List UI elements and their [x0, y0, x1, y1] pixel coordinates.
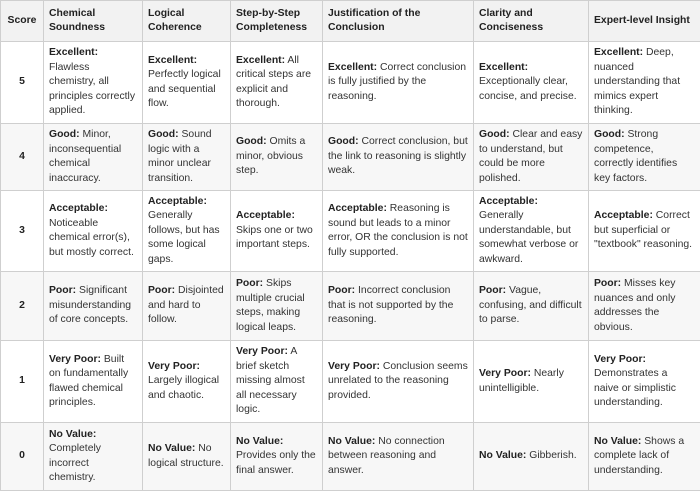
score-cell: 2 — [1, 272, 44, 341]
criterion-text: Provides only the final answer. — [236, 450, 316, 476]
level-label: Poor: — [328, 285, 356, 297]
level-label: No Value: — [594, 435, 642, 447]
level-label: Excellent: — [594, 47, 644, 59]
criterion-text: Completely incorrect chemistry. — [49, 443, 101, 483]
rubric-cell — [323, 272, 474, 341]
rubric-cell — [44, 272, 143, 341]
rubric-cell — [231, 191, 323, 272]
criterion-text: Reasoning is sound but leads to a minor error, OR the conclusion is not fully supported. — [328, 203, 468, 258]
rubric-cell — [143, 341, 231, 423]
level-label: Excellent: — [49, 47, 99, 59]
level-label: No Value: — [49, 428, 97, 440]
score-cell: 4 — [1, 124, 44, 191]
header-score: Score — [1, 1, 44, 42]
criterion-text: Exceptionally clear, concise, and precise. — [479, 76, 577, 102]
rubric-cell — [143, 191, 231, 272]
rubric-cell — [474, 423, 589, 491]
rubric-cell — [474, 124, 589, 191]
level-label: Poor: — [49, 285, 77, 297]
criterion-text: Skips multiple crucial steps, making logical leaps. — [236, 278, 305, 333]
criterion-text: Strong competence, correctly identifies key factors. — [594, 129, 678, 184]
rubric-cell — [474, 191, 589, 272]
criterion-text: Correct conclusion, but the link to reasoning is slightly weak. — [328, 136, 468, 177]
level-label: No Value: — [236, 435, 284, 447]
criterion-text: Flawless chemistry, all principles correctly applied. — [49, 61, 136, 117]
criterion-text: Gibberish. — [529, 450, 577, 462]
rubric-body — [1, 42, 700, 491]
header-chemical-soundness: Chemical Soundness — [44, 1, 143, 42]
table-row — [1, 191, 700, 272]
criterion-text: All critical steps are explicit and thorough. — [236, 54, 312, 109]
criterion-text: Sound logic with a minor unclear transition. — [148, 129, 212, 184]
criterion-text: Omits a minor, obvious step. — [236, 136, 306, 177]
score-cell: 3 — [1, 191, 44, 272]
level-label: Very Poor: — [479, 368, 531, 379]
criterion-text: Disjointed and hard to follow. — [148, 285, 224, 326]
rubric-cell — [589, 272, 700, 341]
level-label: No Value: — [148, 443, 196, 454]
level-label: Acceptable: — [236, 210, 295, 222]
criterion-text: Significant misunderstanding of core concepts. — [49, 285, 132, 326]
level-label: Good: — [148, 129, 179, 140]
level-label: Acceptable: — [148, 195, 207, 207]
rubric-cell — [589, 423, 700, 491]
level-label: No Value: — [328, 435, 376, 447]
score-cell: 0 — [1, 423, 44, 491]
rubric-cell — [231, 423, 323, 491]
criterion-text: Built on fundamentally flawed chemical principles. — [49, 353, 129, 408]
level-label: Very Poor: — [594, 353, 646, 365]
level-label: No Value: — [479, 450, 527, 462]
criterion-text: Minor, inconsequential chemical inaccuracy. — [49, 129, 122, 184]
header-clarity-and-conciseness: Clarity and Conciseness — [474, 1, 589, 42]
level-label: Acceptable: — [49, 203, 108, 214]
criterion-text: Conclusion seems unrelated to the reasoning provided. — [328, 360, 468, 401]
table-row — [1, 42, 700, 124]
level-label: Excellent: — [236, 54, 286, 66]
criterion-text: Vague, confusing, and difficult to parse. — [479, 285, 582, 326]
level-label: Very Poor: — [236, 346, 288, 358]
criterion-text: Largely illogical and chaotic. — [148, 375, 220, 401]
level-label: Poor: — [148, 285, 176, 297]
level-label: Poor: — [479, 285, 507, 297]
rubric-cell — [323, 423, 474, 491]
criterion-text: Correct but superficial or "textbook" reasoning. — [594, 210, 693, 251]
level-label: Good: — [49, 129, 80, 140]
rubric-cell — [323, 42, 474, 124]
header-step-by-step-completeness: Step-by-Step Completeness — [231, 1, 323, 42]
header-logical-coherence: Logical Coherence — [143, 1, 231, 42]
rubric-cell — [143, 42, 231, 124]
rubric-cell — [474, 272, 589, 341]
level-label: Good: — [328, 136, 359, 148]
level-label: Excellent: — [328, 61, 378, 73]
rubric-cell — [323, 341, 474, 423]
criterion-text: Generally understandable, but somewhat verbose or awkward. — [479, 210, 579, 265]
rubric-cell — [589, 191, 700, 272]
criterion-text: A brief sketch missing almost all necessary logic. — [236, 346, 305, 416]
level-label: Poor: — [236, 278, 264, 289]
rubric-cell — [143, 423, 231, 491]
criterion-text: Clear and easy to understand, but could be more polished. — [479, 129, 583, 184]
level-label: Excellent: — [148, 54, 198, 66]
rubric-cell — [143, 124, 231, 191]
rubric-cell — [44, 42, 143, 124]
level-label: Good: — [236, 136, 267, 148]
level-label: Very Poor: — [49, 353, 101, 365]
table-row — [1, 124, 700, 191]
rubric-cell — [589, 42, 700, 124]
rubric-cell — [323, 191, 474, 272]
score-cell: 1 — [1, 341, 44, 423]
rubric-cell — [44, 423, 143, 491]
rubric-cell — [474, 42, 589, 124]
criterion-text: Noticeable chemical error(s), but mostly correct. — [49, 217, 134, 258]
rubric-cell — [44, 124, 143, 191]
level-label: Very Poor: — [148, 360, 200, 372]
level-label: Acceptable: — [328, 203, 387, 214]
criterion-text: Generally follows, but has some logical gaps. — [148, 210, 220, 265]
level-label: Good: — [594, 129, 625, 140]
table-row — [1, 423, 700, 491]
criterion-text: Deep, nuanced understanding that mimics expert thinking. — [594, 47, 681, 117]
criterion-text: Shows a complete lack of understanding. — [594, 435, 685, 476]
rubric-cell — [474, 341, 589, 423]
table-row — [1, 272, 700, 341]
rubric-cell — [231, 341, 323, 423]
level-label: Very Poor: — [328, 360, 380, 372]
rubric-cell — [589, 124, 700, 191]
level-label: Good: — [479, 129, 510, 140]
header-expert-level-insight: Expert-level Insight — [589, 1, 700, 42]
level-label: Acceptable: — [594, 210, 653, 222]
rubric-cell — [231, 42, 323, 124]
criterion-text: Nearly unintelligible. — [479, 368, 564, 394]
criterion-text: No logical structure. — [148, 443, 224, 469]
table-row — [1, 341, 700, 423]
score-cell: 5 — [1, 42, 44, 124]
criterion-text: Skips one or two important steps. — [236, 224, 313, 251]
rubric-cell — [231, 272, 323, 341]
rubric-cell — [143, 272, 231, 341]
rubric-cell — [231, 124, 323, 191]
level-label: Acceptable: — [479, 195, 538, 207]
rubric-cell — [44, 341, 143, 423]
header-justification-of-conclusion: Justification of the Conclusion — [323, 1, 474, 42]
rubric-cell — [44, 191, 143, 272]
criterion-text: Perfectly logical and sequential flow. — [148, 69, 221, 109]
criterion-text: Demonstrates a naive or simplistic understanding. — [594, 368, 676, 408]
header-row — [1, 1, 700, 42]
rubric-cell — [323, 124, 474, 191]
criterion-text: Correct conclusion is fully justified by the reasoning. — [328, 61, 467, 102]
level-label: Excellent: — [479, 61, 529, 73]
criterion-text: Incorrect conclusion that is not supported by the reasoning. — [328, 285, 454, 326]
rubric-cell — [589, 341, 700, 423]
criterion-text: Misses key nuances and only addresses the obvious. — [594, 278, 676, 333]
criterion-text: No connection between reasoning and answer. — [328, 435, 445, 476]
level-label: Poor: — [594, 278, 622, 289]
